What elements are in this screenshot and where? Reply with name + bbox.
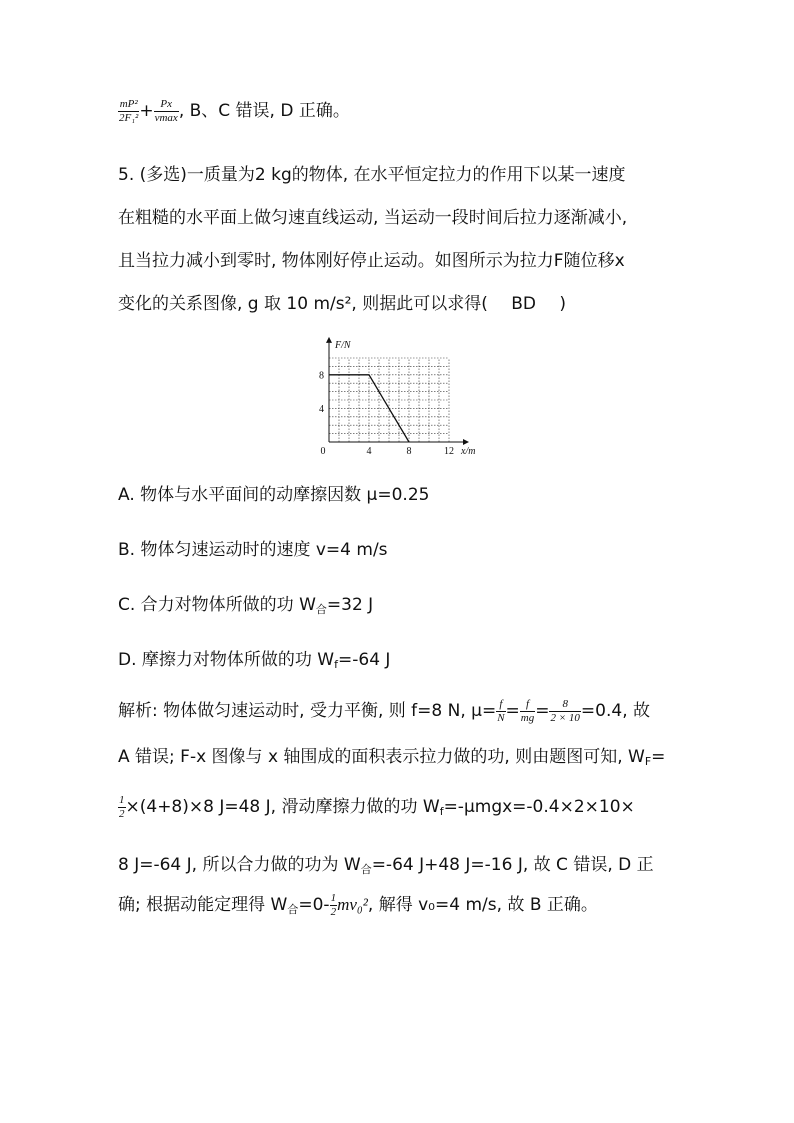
chart-grid xyxy=(329,358,449,442)
question-line-3: 且当拉力减小到零时, 物体刚好停止运动。如图所示为拉力F随位移x xyxy=(118,251,625,271)
option-c: C. 合力对物体所做的功 $W_合=32$ J xyxy=(118,595,374,616)
y-axis-label: F/N xyxy=(335,339,351,351)
fraction: $\frac{1}{2}$ xyxy=(330,891,337,918)
x-tick-label: 4 xyxy=(366,446,372,455)
chart-labels xyxy=(319,340,475,455)
fraction: $\frac{f}{mg}$ xyxy=(520,697,535,724)
option-b: B. 物体匀速运动时的速度 v=4 m/s xyxy=(118,540,388,560)
option-a: A. 物体与水平面间的动摩擦因数 μ=0.25 xyxy=(118,485,430,505)
y-tick-label: 8 xyxy=(319,370,324,382)
fraction: $\frac{\text{mP²}}{\text{2F₁²}}$ xyxy=(119,97,139,124)
x-axis-arrow xyxy=(463,439,469,445)
fraction: $\frac{8}{2 \times 10}$ xyxy=(550,697,580,724)
x-tick-label: 8 xyxy=(406,446,412,455)
y-tick-label: 4 xyxy=(319,403,324,415)
question-line-1: 5. (多选)一质量为2 kg的物体, 在水平恒定拉力的作用下以某一速度 xyxy=(118,165,626,185)
solution-line-4: 8 J=-64 J, 所以合力做的功为 $W_合=-64$ J+48 J=-16 J, 故 C 错误, D 正 xyxy=(118,855,654,876)
question-line-2: 在粗糙的水平面上做匀速直线运动, 当运动一段时间后拉力逐渐减小, xyxy=(118,208,628,228)
question-line-4: 变化的关系图像, g 取 10 m/s², 则据此可以求得( BD ) xyxy=(118,294,567,314)
solution-line-2: A 错误; F-x 图像与 x 轴围成的面积表示拉力做的功, 则由题图可知, $W_F=$ xyxy=(118,747,666,768)
chart-axes xyxy=(326,337,469,445)
prev-solution-tail: $\frac{\text{mP²}}{\text{2F₁²}}$ + $\frac{Px}{vmax}$ , B、C 错误, D 正确。 xyxy=(119,97,350,124)
fraction: $\frac{Px}{vmax}$ xyxy=(154,97,178,124)
fraction: $\frac{f}{N}$ xyxy=(497,697,505,724)
option-d: D. 摩擦力对物体所做的功 $W_f=-64$ J xyxy=(118,650,391,671)
x-axis-label: x/m xyxy=(461,446,476,455)
y-axis-arrow xyxy=(326,337,332,343)
force-displacement-chart xyxy=(305,330,485,455)
answer-text: BD xyxy=(511,294,537,314)
x-tick-label: 12 xyxy=(444,446,454,455)
x-tick-label: 0 xyxy=(320,446,326,455)
fraction: $\frac{1}{2}$ xyxy=(119,793,125,820)
solution-line-5: 确; 根据动能定理得 $W_合=0-$ $\frac{1}{2}$ mv₀², 解得 v₀=4 m/s, 故 B 正确。 xyxy=(118,891,598,918)
prev-solution-text: , B、C 错误, D 正确。 xyxy=(178,101,350,121)
solution-line-1: 解析: 物体做匀速运动时, 受力平衡, 则 f=8 N, μ= $\frac{f}{N}$ = $\frac{f}{mg}$ = $\frac{8}{2 \times 10}$ =0.4, 故 xyxy=(118,697,651,724)
solution-line-3: $\frac{1}{2}$ ×(4+8)×8 J=48 J, 滑动摩擦力做的功 $W_f=-\mu mgx=-0.4\times 2\times 10\times$ xyxy=(119,793,635,820)
